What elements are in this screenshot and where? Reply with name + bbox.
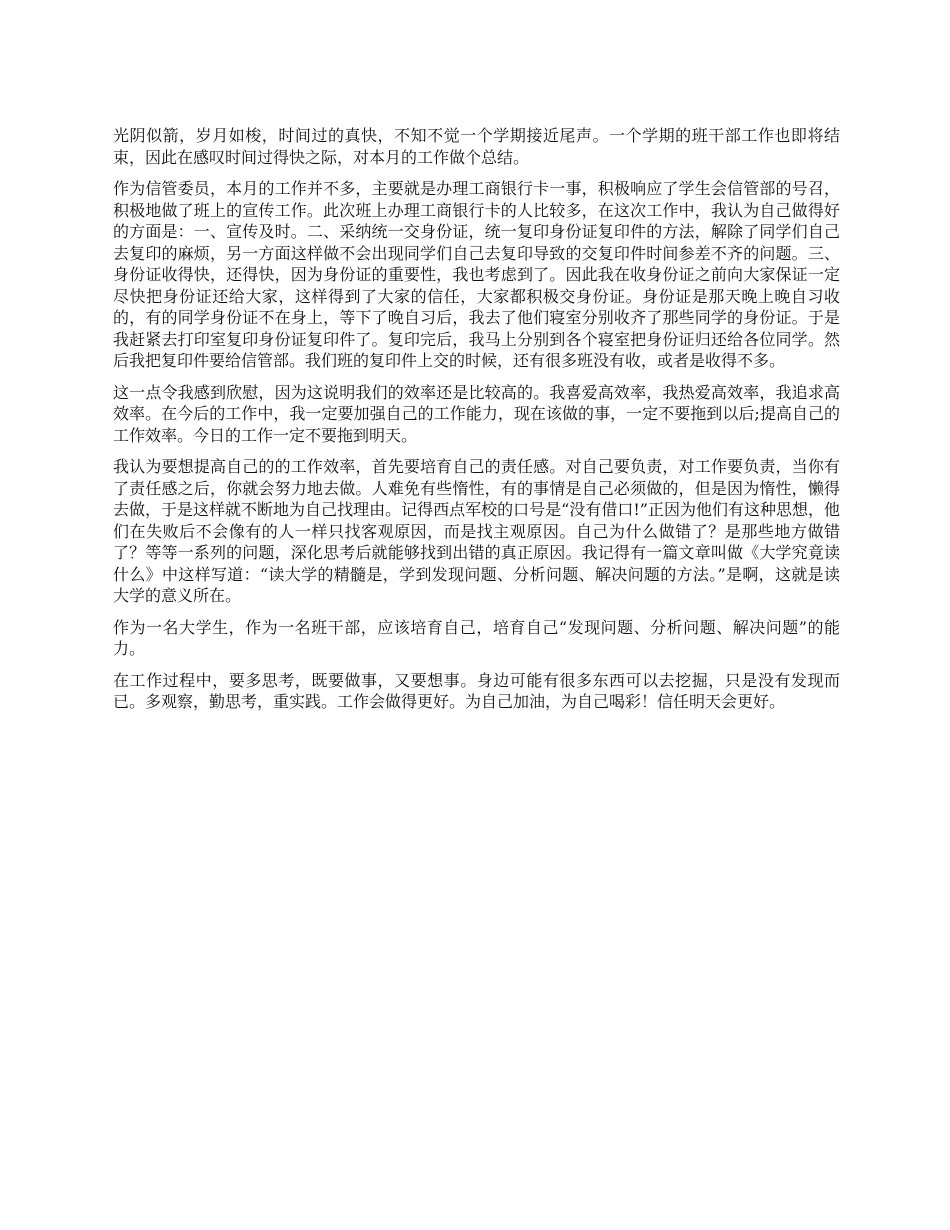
document-body bbox=[113, 125, 840, 723]
paragraph-2: 作为信管委员，本月的工作并不多，主要就是办理工商银行卡一事，积极响应了学生会信管部的号召，积极地做了班上的宣传工作。此次班上办理工商银行卡的人比较多，在这次工作中，我认为自己做得好的方面是：一、宣传及时。二、采纳统一交身份证，统一复印身份证复印件的方法，解除了同学们自己去复印的麻烦，另一方面这样做不会出现同学们自己去复印导致的交复印件时间参差不齐的问题。三、身份证收得快，还得快，因为身份证的重要性，我也考虑到了。因此我在收身份证之前向大家保证一定尽快把身份证还给大家，这样得到了大家的信任，大家都积极交身份证。身份证是那天晚上晚自习收的，有的同学身份证不在身上，等下了晚自习后，我去了他们寝室分别收齐了那些同学的身份证。于是我赶紧去打印室复印身份证复印件了。复印完后，我马上分别到各个寝室把身份证归还给各位同学。然后我把复印件要给信管部。我们班的复印件上交的时候，还有很多班没有收，或者是收得不多。 bbox=[113, 179, 840, 370]
paragraph-5: 作为一名大学生，作为一名班干部，应该培育自己，培育自己“发现问题、分析问题、解决问题”的能力。 bbox=[113, 617, 840, 658]
paragraph-4: 我认为要想提高自己的的工作效率，首先要培育自己的责任感。对自己要负责，对工作要负责，当你有了责任感之后，你就会努力地去做。人难免有些惰性，有的事情是自己必须做的，但是因为惰性，懒得去做，于是这样就不断地为自己找理由。记得西点军校的口号是“没有借口!”正因为他们有这种思想，他们在失败后不会像有的人一样只找客观原因，而是找主观原因。自己为什么做错了？是那些地方做错了？等等一系列的问题，深化思考后就能够找到出错的真正原因。我记得有一篇文章叫做《大学究竟读什么》中这样写道：“读大学的精髓是，学到发现问题、分析问题、解决问题的方法。”是啊，这就是读大学的意义所在。 bbox=[113, 457, 840, 605]
paragraph-1: 光阴似箭，岁月如梭，时间过的真快，不知不觉一个学期接近尾声。一个学期的班干部工作也即将结束，因此在感叹时间过得快之际，对本月的工作做个总结。 bbox=[113, 126, 840, 167]
paragraph-6: 在工作过程中，要多思考，既要做事，又要想事。身边可能有很多东西可以去挖掘，只是没有发现而已。多观察，勤思考，重实践。工作会做得更好。为自己加油，为自己喝彩！信任明天会更好。 bbox=[113, 670, 840, 711]
paragraph-3: 这一点令我感到欣慰，因为这说明我们的效率还是比较高的。我喜爱高效率，我热爱高效率，我追求高效率。在今后的工作中，我一定要加强自己的工作能力，现在该做的事，一定不要拖到以后;提高自己的工作效率。今日的工作一定不要拖到明天。 bbox=[113, 382, 840, 445]
